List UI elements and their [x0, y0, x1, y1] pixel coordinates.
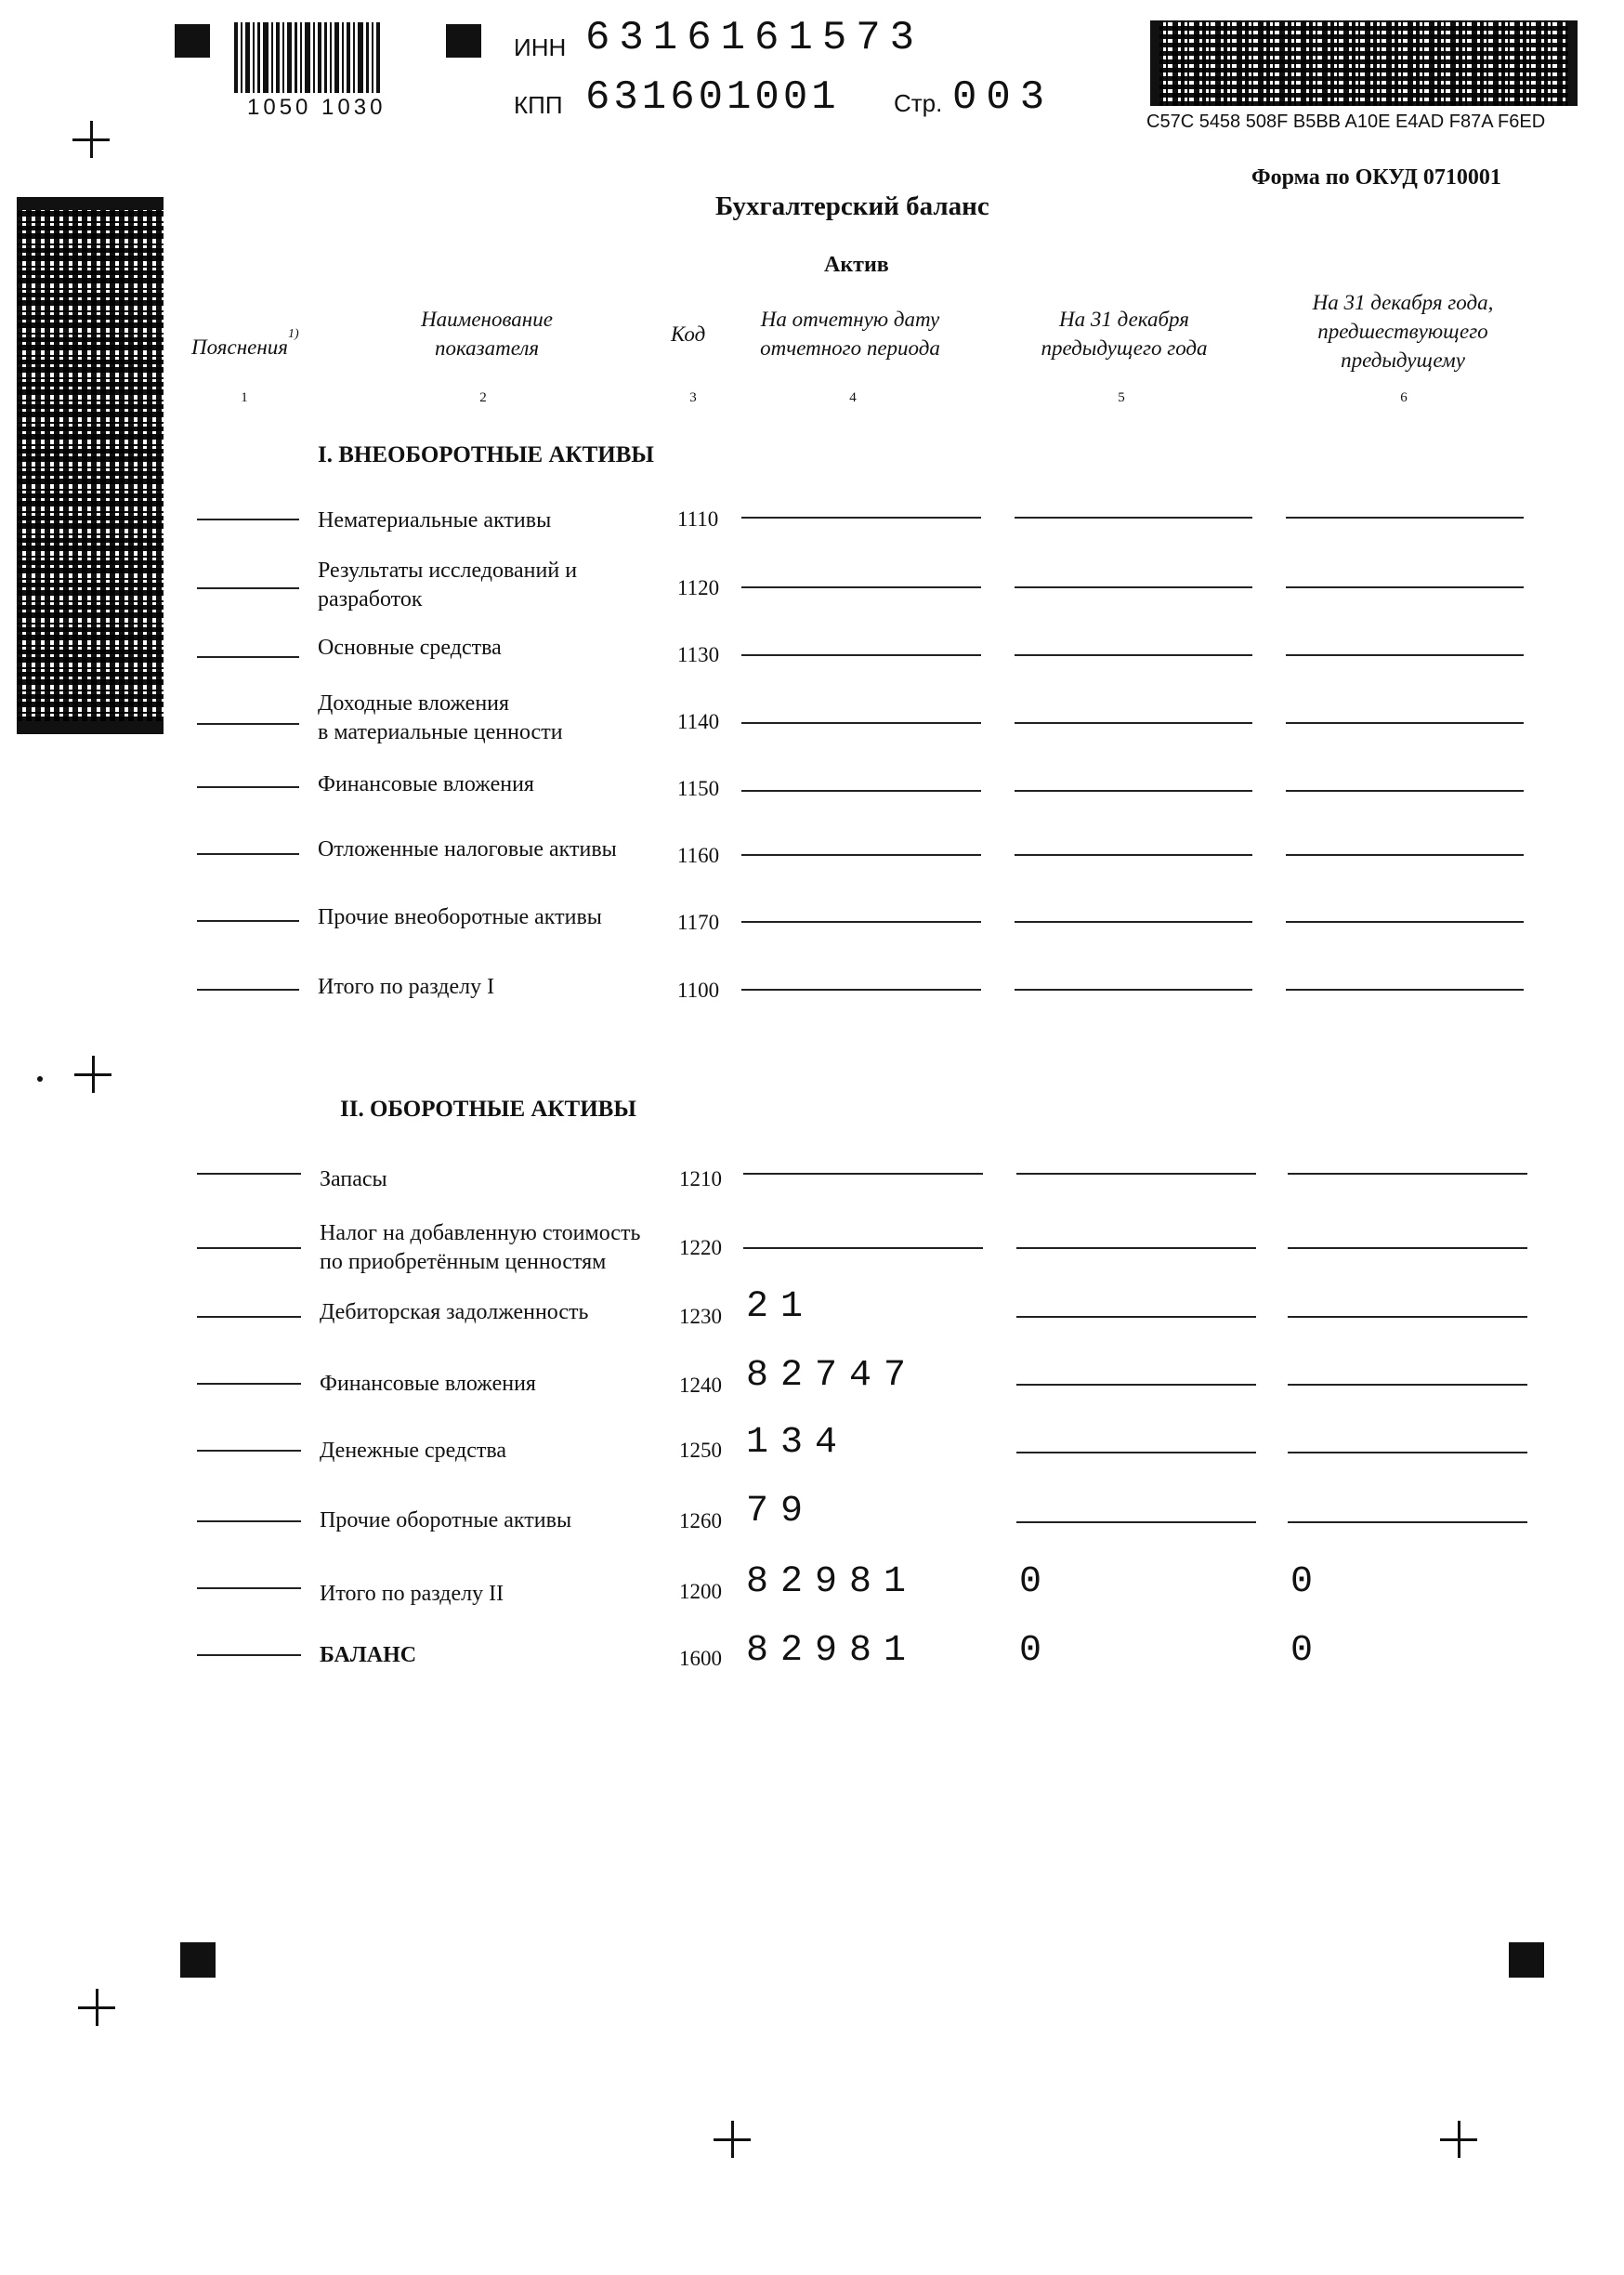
row-label [318, 903, 602, 932]
row-label [320, 1370, 536, 1399]
notes-line [197, 1316, 301, 1318]
page-value: 003 [952, 74, 1054, 121]
column-number: 3 [689, 390, 697, 405]
value-line-before-previous [1286, 989, 1524, 991]
footnote-marker: 1) [287, 327, 299, 341]
column-number: 1 [241, 390, 248, 405]
value-line-previous [1015, 654, 1252, 656]
column-number: 5 [1118, 390, 1125, 405]
notes-line [197, 1450, 301, 1452]
value-line-previous [1016, 1521, 1256, 1523]
row-label-line2: разработок [318, 587, 423, 611]
row-code: 1200 [679, 1580, 722, 1603]
value-before-previous: 0 [1290, 1630, 1326, 1672]
notes-line [197, 656, 299, 658]
value-line-before-previous [1288, 1247, 1527, 1249]
notes-line [197, 1520, 301, 1522]
value-line-before-previous [1286, 854, 1524, 856]
column-header-before-previous-line1: На 31 декабря года, [1312, 291, 1494, 314]
row-label [318, 506, 551, 535]
linear-barcode [234, 22, 383, 93]
value-line-before-previous [1286, 790, 1524, 792]
registration-square-top-mid [446, 24, 481, 58]
row-label-line1: Итого по разделу I [318, 975, 495, 999]
column-header-previous-line1: На 31 декабря [1059, 308, 1189, 331]
column-header-before-previous [1273, 288, 1533, 375]
row-label-line1: Денежные средства [320, 1439, 507, 1463]
row-label [318, 557, 577, 614]
row-label [318, 634, 502, 663]
value-line-current [741, 586, 981, 588]
value-line-previous [1016, 1173, 1256, 1175]
value-line-current [741, 654, 981, 656]
row-label [320, 1437, 506, 1466]
value-line-before-previous [1288, 1173, 1527, 1175]
row-label [320, 1506, 571, 1535]
value-line-previous [1016, 1452, 1256, 1453]
row-code: 1210 [679, 1167, 722, 1190]
column-header-name [394, 305, 580, 362]
value-line-previous [1015, 989, 1252, 991]
row-label [318, 770, 534, 799]
value-line-previous [1016, 1316, 1256, 1318]
column-number: 6 [1400, 390, 1408, 405]
value-current: 79 [746, 1491, 816, 1532]
row-code: 1600 [679, 1647, 722, 1670]
row-label [318, 690, 563, 747]
row-code: 1100 [677, 979, 720, 1002]
column-header-code: Код [671, 322, 706, 346]
value-line-previous [1015, 517, 1252, 519]
value-current: 134 [746, 1422, 850, 1464]
value-line-current [741, 517, 981, 519]
row-label-line1: Прочие оборотные активы [320, 1508, 572, 1532]
row-code: 1220 [679, 1236, 722, 1259]
value-line-before-previous [1288, 1384, 1527, 1386]
row-label [320, 1298, 588, 1327]
row-code: 1230 [679, 1305, 722, 1328]
column-header-previous [1013, 305, 1236, 362]
value-line-before-previous [1288, 1452, 1527, 1453]
row-label-line1: Нематериальные активы [318, 508, 552, 533]
value-line-before-previous [1286, 654, 1524, 656]
value-line-previous [1016, 1247, 1256, 1249]
row-label [318, 835, 617, 864]
row-label-line1: Доходные вложения [318, 691, 510, 716]
row-label-line1: Финансовые вложения [318, 772, 534, 796]
document-hash: C57C 5458 508F B5BB A10E E4AD F87A F6ED [1146, 112, 1546, 132]
value-before-previous: 0 [1290, 1561, 1326, 1603]
registration-square-top-left [175, 24, 210, 58]
value-current: 82981 [746, 1630, 919, 1672]
value-previous: 0 [1019, 1630, 1054, 1672]
row-label-line1: Результаты исследований и [318, 559, 578, 583]
value-line-current [741, 790, 981, 792]
row-label-line1: Итого по разделу II [320, 1582, 504, 1606]
barcode-number: 1050 1030 [247, 95, 386, 120]
column-number: 2 [479, 390, 487, 405]
row-code: 1160 [677, 844, 720, 867]
row-label-line2: по приобретённым ценностям [320, 1250, 607, 1274]
row-code: 1140 [677, 710, 720, 733]
notes-line [197, 1173, 301, 1175]
notes-line [197, 1247, 301, 1249]
row-label-line2: в материальные ценности [318, 720, 563, 744]
page-label: Стр. [894, 89, 943, 117]
value-line-current [743, 1247, 983, 1249]
row-label-line1: Финансовые вложения [320, 1372, 536, 1396]
page-subtitle: Актив [824, 253, 889, 277]
column-header-name-line1: Наименование [421, 308, 553, 331]
column-header-current-line2: отчетного периода [760, 336, 940, 360]
form-okud-code: Форма по ОКУД 0710001 [1251, 165, 1501, 190]
row-label [320, 1580, 504, 1609]
pdf417-barcode-left [17, 197, 164, 734]
value-line-before-previous [1286, 586, 1524, 588]
column-header-current-line1: На отчетную дату [760, 308, 940, 331]
value-line-previous [1015, 921, 1252, 923]
row-label [320, 1219, 640, 1277]
column-header-before-previous-line3: предыдущему [1341, 348, 1465, 372]
column-header-current [734, 305, 966, 362]
value-line-previous [1015, 790, 1252, 792]
notes-line [197, 587, 299, 589]
pdf417-barcode-top [1150, 20, 1578, 106]
value-line-previous [1016, 1384, 1256, 1386]
column-header-notes [191, 320, 299, 362]
row-label-line1: БАЛАНС [320, 1643, 417, 1667]
section-title: I. ВНЕОБОРОТНЫЕ АКТИВЫ [318, 442, 654, 467]
column-number: 4 [849, 390, 857, 405]
registration-cross [1440, 2121, 1477, 2158]
scan-dot [37, 1076, 43, 1082]
registration-square-bottom-right [1509, 1942, 1544, 1978]
row-code: 1170 [677, 911, 720, 934]
notes-line [197, 519, 299, 520]
value-current: 82981 [746, 1561, 919, 1603]
value-line-current [741, 722, 981, 724]
inn-value: 6316161573 [585, 15, 924, 61]
kpp-label: КПП [514, 91, 563, 119]
notes-line [197, 786, 299, 788]
notes-line [197, 1587, 301, 1589]
notes-line [197, 853, 299, 855]
inn-label: ИНН [514, 33, 567, 61]
value-line-before-previous [1286, 921, 1524, 923]
row-code: 1240 [679, 1374, 722, 1397]
page-title: Бухгалтерский баланс [715, 191, 989, 221]
value-line-previous [1015, 722, 1252, 724]
row-label-line1: Налог на добавленную стоимость [320, 1221, 641, 1245]
registration-cross [78, 1989, 115, 2026]
row-code: 1150 [677, 777, 720, 800]
value-current: 21 [746, 1286, 816, 1328]
row-code: 1120 [677, 576, 720, 599]
registration-cross [72, 121, 110, 158]
row-label-line1: Отложенные налоговые активы [318, 837, 617, 861]
value-line-previous [1015, 586, 1252, 588]
row-label [318, 973, 494, 1002]
registration-square-bottom-left [180, 1942, 216, 1978]
value-line-before-previous [1288, 1316, 1527, 1318]
value-line-before-previous [1286, 722, 1524, 724]
notes-line [197, 1654, 301, 1656]
column-header-notes-text: Пояснения [191, 335, 288, 359]
notes-line [197, 1383, 301, 1385]
section-title: II. ОБОРОТНЫЕ АКТИВЫ [340, 1097, 636, 1122]
row-label-line1: Прочие внеоборотные активы [318, 905, 602, 929]
row-label [320, 1165, 387, 1194]
registration-cross [74, 1056, 111, 1093]
notes-line [197, 723, 299, 725]
kpp-value: 631601001 [585, 74, 840, 121]
value-current: 82747 [746, 1355, 919, 1397]
value-line-previous [1015, 854, 1252, 856]
value-line-before-previous [1286, 517, 1524, 519]
value-previous: 0 [1019, 1561, 1054, 1603]
registration-cross [714, 2121, 751, 2158]
row-label [320, 1641, 416, 1670]
row-label-line1: Дебиторская задолженность [320, 1300, 589, 1324]
row-label-line1: Запасы [320, 1167, 387, 1191]
value-line-current [741, 854, 981, 856]
column-header-before-previous-line2: предшествующего [1317, 320, 1488, 343]
notes-line [197, 989, 299, 991]
notes-line [197, 920, 299, 922]
value-line-before-previous [1288, 1521, 1527, 1523]
value-line-current [743, 1173, 983, 1175]
row-code: 1260 [679, 1509, 722, 1532]
row-code: 1250 [679, 1439, 722, 1462]
row-code: 1130 [677, 643, 720, 666]
row-label-line1: Основные средства [318, 636, 502, 660]
value-line-current [741, 989, 981, 991]
column-header-name-line2: показателя [434, 336, 540, 360]
column-header-previous-line2: предыдущего года [1041, 336, 1208, 360]
row-code: 1110 [677, 507, 719, 531]
value-line-current [741, 921, 981, 923]
